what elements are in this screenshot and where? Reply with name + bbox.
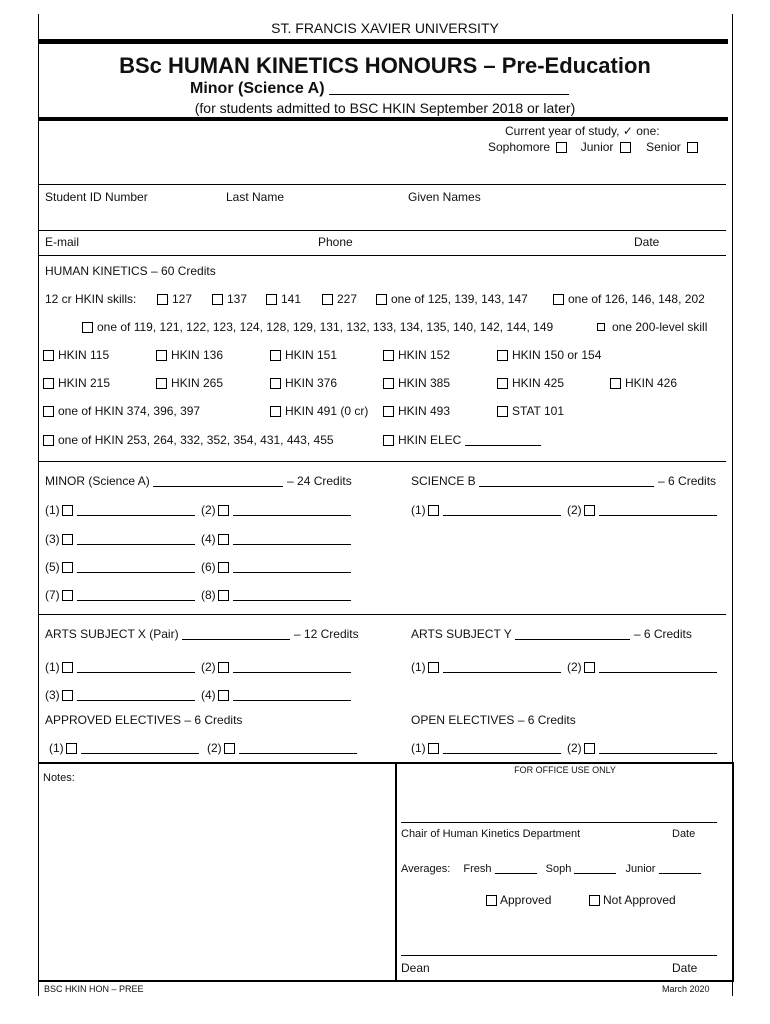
minor-slot-6[interactable] (201, 560, 351, 574)
minor-slot-4-blank[interactable] (233, 532, 351, 545)
minor-slot-4-label: (4) (201, 532, 216, 546)
not-approved-option[interactable] (589, 893, 676, 907)
form-code: BSC HKIN HON – PREE (44, 984, 144, 994)
option-senior-checkbox[interactable] (687, 142, 698, 153)
course-hkin-491-checkbox[interactable] (270, 406, 281, 417)
skill-200-level-label: one 200-level skill (612, 320, 708, 334)
course-hkin-215-label: HKIN 215 (58, 376, 111, 390)
arts-x-slot-1-checkbox[interactable] (62, 662, 73, 673)
header-rule-bottom (38, 117, 728, 121)
minor-slot-4-checkbox[interactable] (218, 534, 229, 545)
skill-one-of-119-checkbox[interactable] (82, 322, 93, 333)
page-title: BSc HUMAN KINETICS HONOURS – Pre-Education (119, 53, 651, 78)
skill-200-level-checkbox[interactable] (597, 323, 605, 331)
admission-note: (for students admitted to BSC HKIN September 2018 or later) (194, 100, 576, 116)
study-year-prompt: Current year of study, ✓ one: (505, 124, 660, 138)
course-hkin-426[interactable] (610, 376, 677, 390)
minor-slot-3-label: (3) (45, 532, 60, 546)
science-b-slot-1-label: (1) (411, 503, 426, 517)
skill-127[interactable] (157, 292, 192, 306)
averages-row (401, 861, 701, 875)
arts-x-slot-2-label: (2) (201, 660, 216, 674)
course-hkin-136-label: HKIN 136 (171, 348, 224, 362)
science-b-label: SCIENCE B (411, 474, 480, 488)
course-hkin-136-checkbox[interactable] (156, 350, 167, 361)
approved-elective-slot-1[interactable] (49, 741, 199, 755)
not-approved-checkbox[interactable] (589, 895, 600, 906)
arts-x-slot-4-label: (4) (201, 688, 216, 702)
form-date: March 2020 (662, 984, 710, 994)
page-left-border (38, 14, 39, 996)
arts-x-slot-1-blank[interactable] (77, 660, 195, 673)
arts-y-slot-1-label: (1) (411, 660, 426, 674)
course-hkin-491-label: HKIN 491 (0 cr) (285, 404, 369, 418)
course-stat-101[interactable] (497, 404, 564, 418)
approved-elective-slot-2-blank[interactable] (239, 741, 357, 754)
course-hkin-265-label: HKIN 265 (171, 376, 224, 390)
open-electives-heading: OPEN ELECTIVES – 6 Credits (411, 713, 576, 727)
science-b-slot-2-blank[interactable] (599, 503, 717, 516)
minor-slot-3-checkbox[interactable] (62, 534, 73, 545)
skill-one-of-126-label: one of 126, 146, 148, 202 (568, 292, 705, 306)
course-hkin-265[interactable] (156, 376, 223, 390)
minor-slot-2-label: (2) (201, 503, 216, 517)
rule-email-top (38, 230, 726, 231)
arts-y-credits: – 6 Credits (633, 627, 692, 641)
minor-slot-8[interactable] (201, 588, 351, 602)
course-hkin-374-group-checkbox[interactable] (43, 406, 54, 417)
arts-y-slot-2-label: (2) (567, 660, 582, 674)
course-hkin-253-group-checkbox[interactable] (43, 435, 54, 446)
rule-arts-top (38, 614, 726, 615)
office-right-border (732, 762, 734, 981)
skill-141-checkbox[interactable] (266, 294, 277, 305)
approved-elective-slot-1-label: (1) (49, 741, 64, 755)
skill-137-checkbox[interactable] (212, 294, 223, 305)
chair-signature-line[interactable] (401, 822, 717, 823)
course-hkin-385-label: HKIN 385 (398, 376, 451, 390)
arts-x-slot-4[interactable] (201, 688, 351, 702)
dean-signature-line[interactable] (401, 955, 717, 956)
phone-label: Phone (318, 235, 353, 249)
course-hkin-374-group-label: one of HKIN 374, 396, 397 (58, 404, 201, 418)
course-hkin-150-154-checkbox[interactable] (497, 350, 508, 361)
open-elective-slot-1-label: (1) (411, 741, 426, 755)
course-hkin-265-checkbox[interactable] (156, 378, 167, 389)
minor-heading-blank[interactable] (329, 82, 569, 95)
open-elective-slot-2-checkbox[interactable] (584, 743, 595, 754)
dean-date-label: Date (672, 961, 698, 975)
minor-heading-label: Minor (Science A) (190, 80, 329, 97)
arts-x-slot-2-blank[interactable] (233, 660, 351, 673)
minor-slot-1-blank[interactable] (77, 503, 195, 516)
skill-137[interactable] (212, 292, 247, 306)
skill-127-label: 127 (172, 292, 193, 306)
course-hkin-253-group-label: one of HKIN 253, 264, 332, 352, 354, 431, 443, 455 (58, 433, 334, 447)
arts-y-label: ARTS SUBJECT Y (411, 627, 515, 641)
averages-label: Averages: (401, 863, 451, 875)
fresh-label: Fresh (463, 863, 492, 875)
minor-slot-7-blank[interactable] (77, 588, 195, 601)
student-id-label: Student ID Number (45, 190, 148, 204)
open-elective-slot-2-blank[interactable] (599, 741, 717, 754)
arts-y-slot-1[interactable] (411, 660, 561, 674)
soph-blank[interactable] (574, 861, 616, 874)
skill-one-of-126[interactable] (553, 292, 705, 306)
course-hkin-426-checkbox[interactable] (610, 378, 621, 389)
minor-section-heading (45, 474, 352, 488)
approved-option[interactable] (486, 893, 551, 907)
course-hkin-elec[interactable] (383, 433, 541, 447)
minor-slot-1-checkbox[interactable] (62, 505, 73, 516)
science-b-slot-1-blank[interactable] (443, 503, 561, 516)
skill-one-of-125-label: one of 125, 139, 143, 147 (391, 292, 528, 306)
arts-y-slot-1-checkbox[interactable] (428, 662, 439, 673)
course-hkin-151-checkbox[interactable] (270, 350, 281, 361)
study-year-options (488, 140, 698, 154)
rule-email-bottom (38, 255, 726, 256)
course-hkin-150-154[interactable] (497, 348, 601, 362)
course-hkin-150-154-label: HKIN 150 or 154 (512, 348, 602, 362)
arts-x-slot-4-checkbox[interactable] (218, 690, 229, 701)
given-names-label: Given Names (408, 190, 481, 204)
approved-elective-slot-2-checkbox[interactable] (224, 743, 235, 754)
course-hkin-376[interactable] (270, 376, 337, 390)
notes-area[interactable] (40, 790, 392, 976)
minor-slot-7[interactable] (45, 588, 195, 602)
course-hkin-136[interactable] (156, 348, 223, 362)
skill-one-of-119-label: one of 119, 121, 122, 123, 124, 128, 129, 131, 132, 133, 134, 135, 140, 142, 144, 149 (97, 320, 554, 334)
arts-x-slot-2-checkbox[interactable] (218, 662, 229, 673)
hkin-heading: HUMAN KINETICS – 60 Credits (45, 264, 216, 278)
arts-y-slot-2-blank[interactable] (599, 660, 717, 673)
open-elective-slot-1-blank[interactable] (443, 741, 561, 754)
skill-141-label: 141 (281, 292, 302, 306)
course-hkin-elec-label: HKIN ELEC (398, 433, 465, 447)
approved-elective-slot-1-blank[interactable] (81, 741, 199, 754)
minor-slot-3-blank[interactable] (77, 532, 195, 545)
junior-label: Junior (625, 863, 656, 875)
approved-elective-slot-2-label: (2) (207, 741, 222, 755)
arts-y-subject-blank[interactable] (515, 627, 630, 640)
minor-slot-6-checkbox[interactable] (218, 562, 229, 573)
minor-slot-7-checkbox[interactable] (62, 590, 73, 601)
skill-127-checkbox[interactable] (157, 294, 168, 305)
course-hkin-425-checkbox[interactable] (497, 378, 508, 389)
last-name-label: Last Name (226, 190, 285, 204)
skill-227-checkbox[interactable] (322, 294, 333, 305)
course-hkin-493-label: HKIN 493 (398, 404, 451, 418)
minor-slot-4[interactable] (201, 532, 351, 546)
arts-y-slot-2-checkbox[interactable] (584, 662, 595, 673)
minor-slot-5-blank[interactable] (77, 560, 195, 573)
skill-227[interactable] (322, 292, 357, 306)
minor-slot-5-checkbox[interactable] (62, 562, 73, 573)
arts-x-slot-3-label: (3) (45, 688, 60, 702)
header-rule-top (38, 39, 728, 44)
option-junior-checkbox[interactable] (620, 142, 631, 153)
notes-divider (395, 762, 397, 981)
course-hkin-152-checkbox[interactable] (383, 350, 394, 361)
course-hkin-115-label: HKIN 115 (58, 348, 110, 362)
science-b-credits: – 6 Credits (658, 474, 717, 488)
minor-slot-8-checkbox[interactable] (218, 590, 229, 601)
course-hkin-385-checkbox[interactable] (383, 378, 394, 389)
course-hkin-151-label: HKIN 151 (285, 348, 338, 362)
course-hkin-491[interactable] (270, 404, 368, 418)
hkin-elec-blank[interactable] (465, 433, 541, 446)
science-b-slot-2-checkbox[interactable] (584, 505, 595, 516)
option-sophomore-label: Sophomore (488, 140, 551, 154)
course-hkin-253-group[interactable] (43, 433, 334, 447)
option-junior-label: Junior (580, 140, 614, 154)
course-hkin-376-checkbox[interactable] (270, 378, 281, 389)
minor-slot-1[interactable] (45, 503, 195, 517)
arts-x-subject-blank[interactable] (182, 627, 290, 640)
minor-slot-8-blank[interactable] (233, 588, 351, 601)
minor-section-label: MINOR (Science A) (45, 474, 154, 488)
approved-electives-heading: APPROVED ELECTIVES – 6 Credits (45, 713, 243, 727)
date-label: Date (634, 235, 660, 249)
arts-x-slot-2[interactable] (201, 660, 351, 674)
minor-subject-blank[interactable] (153, 474, 283, 487)
open-elective-slot-2[interactable] (567, 741, 717, 755)
open-elective-slot-1-checkbox[interactable] (428, 743, 439, 754)
course-hkin-425[interactable] (497, 376, 564, 390)
skill-227-label: 227 (337, 292, 358, 306)
course-hkin-elec-checkbox[interactable] (383, 435, 394, 446)
science-b-slot-2[interactable] (567, 503, 717, 517)
arts-x-slot-4-blank[interactable] (233, 688, 351, 701)
science-b-subject-blank[interactable] (479, 474, 654, 487)
science-b-slot-2-label: (2) (567, 503, 582, 517)
minor-slot-2[interactable] (201, 503, 351, 517)
skill-141[interactable] (266, 292, 301, 306)
office-use-heading: FOR OFFICE USE ONLY (514, 765, 616, 775)
course-stat-101-checkbox[interactable] (497, 406, 508, 417)
science-b-slot-1-checkbox[interactable] (428, 505, 439, 516)
arts-x-heading (45, 627, 359, 641)
course-hkin-425-label: HKIN 425 (512, 376, 565, 390)
rule-student-top (38, 184, 726, 185)
course-hkin-493-checkbox[interactable] (383, 406, 394, 417)
open-elective-slot-1[interactable] (411, 741, 561, 755)
minor-slot-1-label: (1) (45, 503, 60, 517)
minor-slot-3[interactable] (45, 532, 195, 546)
arts-y-slot-1-blank[interactable] (443, 660, 561, 673)
science-b-heading (411, 474, 716, 488)
course-hkin-152-label: HKIN 152 (398, 348, 451, 362)
course-hkin-215-checkbox[interactable] (43, 378, 54, 389)
skill-one-of-119[interactable] (82, 320, 553, 334)
approved-label: Approved (500, 893, 552, 907)
chair-label: Chair of Human Kinetics Department (401, 828, 581, 840)
fresh-blank[interactable] (495, 861, 537, 874)
minor-slot-7-label: (7) (45, 588, 60, 602)
skill-one-of-125[interactable] (376, 292, 528, 306)
rule-notes-top (38, 762, 734, 764)
arts-y-slot-2[interactable] (567, 660, 717, 674)
option-senior-label: Senior (646, 140, 681, 154)
course-hkin-376-label: HKIN 376 (285, 376, 338, 390)
course-hkin-152[interactable] (383, 348, 450, 362)
chair-date-label: Date (672, 828, 696, 840)
minor-credits: – 24 Credits (287, 474, 352, 488)
email-label: E-mail (45, 235, 80, 249)
approved-checkbox[interactable] (486, 895, 497, 906)
arts-x-slot-3-blank[interactable] (77, 688, 195, 701)
course-hkin-151[interactable] (270, 348, 337, 362)
notes-label: Notes: (43, 772, 75, 784)
approved-elective-slot-1-checkbox[interactable] (66, 743, 77, 754)
arts-x-slot-3-checkbox[interactable] (62, 690, 73, 701)
university-name: ST. FRANCIS XAVIER UNIVERSITY (271, 20, 499, 36)
minor-heading (190, 80, 569, 98)
dean-label: Dean (401, 961, 430, 975)
course-hkin-115[interactable] (43, 348, 109, 362)
minor-slot-6-blank[interactable] (233, 560, 351, 573)
skill-137-label: 137 (227, 292, 248, 306)
minor-slot-5-label: (5) (45, 560, 60, 574)
skill-one-of-125-checkbox[interactable] (376, 294, 387, 305)
course-hkin-493[interactable] (383, 404, 450, 418)
minor-slot-6-label: (6) (201, 560, 216, 574)
arts-x-slot-1[interactable] (45, 660, 195, 674)
minor-slot-8-label: (8) (201, 588, 216, 602)
rule-minor-top (38, 461, 726, 462)
not-approved-label: Not Approved (603, 893, 676, 907)
arts-y-heading (411, 627, 692, 641)
course-hkin-115-checkbox[interactable] (43, 350, 54, 361)
minor-slot-2-checkbox[interactable] (218, 505, 229, 516)
option-sophomore-checkbox[interactable] (556, 142, 567, 153)
course-stat-101-label: STAT 101 (512, 404, 565, 418)
skill-200-level[interactable] (597, 320, 707, 334)
course-hkin-215[interactable] (43, 376, 110, 390)
skills-label: 12 cr HKIN skills: (45, 292, 137, 306)
soph-label: Soph (545, 863, 572, 875)
course-hkin-385[interactable] (383, 376, 450, 390)
minor-slot-5[interactable] (45, 560, 195, 574)
science-b-slot-1[interactable] (411, 503, 561, 517)
arts-x-credits: – 12 Credits (293, 627, 359, 641)
arts-x-slot-1-label: (1) (45, 660, 60, 674)
arts-x-label: ARTS SUBJECT X (Pair) (45, 627, 182, 641)
course-hkin-426-label: HKIN 426 (625, 376, 678, 390)
minor-slot-2-blank[interactable] (233, 503, 351, 516)
approved-elective-slot-2[interactable] (207, 741, 357, 755)
skill-one-of-126-checkbox[interactable] (553, 294, 564, 305)
rule-notes-bottom (38, 980, 734, 982)
open-elective-slot-2-label: (2) (567, 741, 582, 755)
course-hkin-374-group[interactable] (43, 404, 200, 418)
arts-x-slot-3[interactable] (45, 688, 195, 702)
junior-blank[interactable] (659, 861, 701, 874)
